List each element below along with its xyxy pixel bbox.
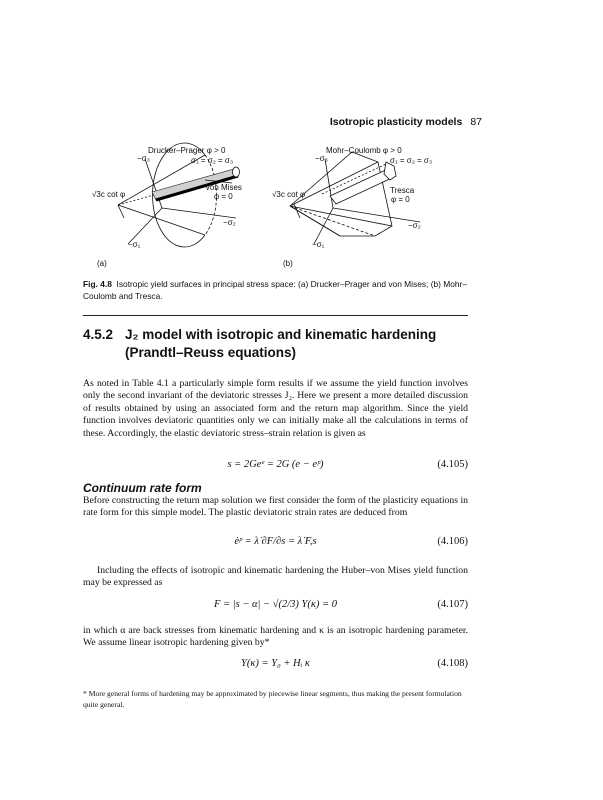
axis-sigma2-b [333,208,420,222]
paragraph-1: As noted in Table 4.1 a particularly simple form results if we assume the yield function involves only the second invariant of the deviatoric stresses J₂. Here we present a more detailed discussion of results obtained by using an associated form and the return map algorithm. Since the yield function involves deviatoric quantities only we can initially make all the calculations in terms of these. Accordingly, the elastic deviatoric stress–strain relation is given as [83,378,468,439]
left-vm1: Von Mises [205,183,242,192]
panel-b-label: (b) [283,259,293,268]
left-apex: √3c cot φ [92,190,126,199]
equation-4-106 [83,536,468,552]
axis-sigma3-b [325,159,333,208]
left-diag: σ₁ = σ₂ = σ₃ [191,156,234,165]
caption-label: Fig. 4.8 [83,279,112,289]
page-number: 87 [470,116,482,128]
right-tr1: Tresca [390,186,415,195]
eq-105-number: (4.105) [437,459,468,470]
right-neg-s1: −σ₁ [312,240,325,249]
right-diag: σ₁ = σ₂ = σ₃ [390,156,433,165]
eq-106-number: (4.106) [437,536,468,547]
left-vm2: φ = 0 [214,192,233,201]
section-number: 4.5.2 [83,327,114,342]
paragraph-4: in which α are back stresses from kinematic hardening and κ is an isotropic hardening parameter. We assume linear isotropic hardening given by* [83,625,468,649]
right-apex: √3c cot φ [272,190,306,199]
left-title: Drucker–Prager φ > 0 [148,146,226,155]
subsection-heading: Continuum rate form [83,481,202,495]
equation-4-107 [83,599,468,615]
section-rule [83,315,468,316]
equation-4-108 [83,658,468,674]
left-neg-s2: −σ₂ [223,218,236,227]
paragraph-3: Including the effects of isotropic and kinematic hardening the Huber–von Mises yield function may be expressed as [83,565,468,589]
left-neg-s3: −σ₃ [137,154,150,163]
right-neg-s3: −σ₃ [315,154,328,163]
eq-108-number: (4.108) [437,658,468,669]
footnote: * More general forms of hardening may be approximated by piecewise linear segments, thus making the present formulation quite general. [83,689,462,709]
figure-caption [83,278,468,302]
axis-sigma2 [162,208,236,218]
right-title: Mohr–Coulomb φ > 0 [326,146,402,155]
eq-107-expr: F = |s − α| − √(2/3) Y(κ) = 0 [213,599,338,610]
eq-106-expr: ėᵖ = λ̇ ∂F/∂s = λ̇ F,s [234,536,317,547]
left-neg-s1: −σ₁ [128,240,141,249]
running-title: Isotropic plasticity models [329,116,463,128]
paragraph-2: Before constructing the return map solution we first consider the form of the plasticity equations in rate form for this simple model. The plastic deviatoric strain rates are deduced from [83,495,468,519]
equation-4-105 [83,459,468,475]
eq-105-expr: s = 2Geᵉ = 2G (e − eᵖ) [227,459,324,470]
axis-sigma1 [128,208,162,244]
yield-surfaces-figure [0,0,603,280]
panel-a-label: (a) [97,259,107,268]
section-heading [83,326,436,362]
section-title-1: J₂ model with isotropic and kinematic hardening [125,327,437,342]
right-neg-s2: −σ₂ [408,221,421,230]
right-tr2: φ = 0 [391,195,410,204]
eq-108-expr: Y(κ) = Y₀ + Hᵢ κ [241,658,310,669]
eq-107-number: (4.107) [437,599,468,610]
section-title-2: (Prandtl–Reuss equations) [125,345,297,360]
caption-text: Isotropic yield surfaces in principal stress space: (a) Drucker–Prager and von Mises; (b) Mohr–Coulomb and Tresca. [83,279,468,301]
